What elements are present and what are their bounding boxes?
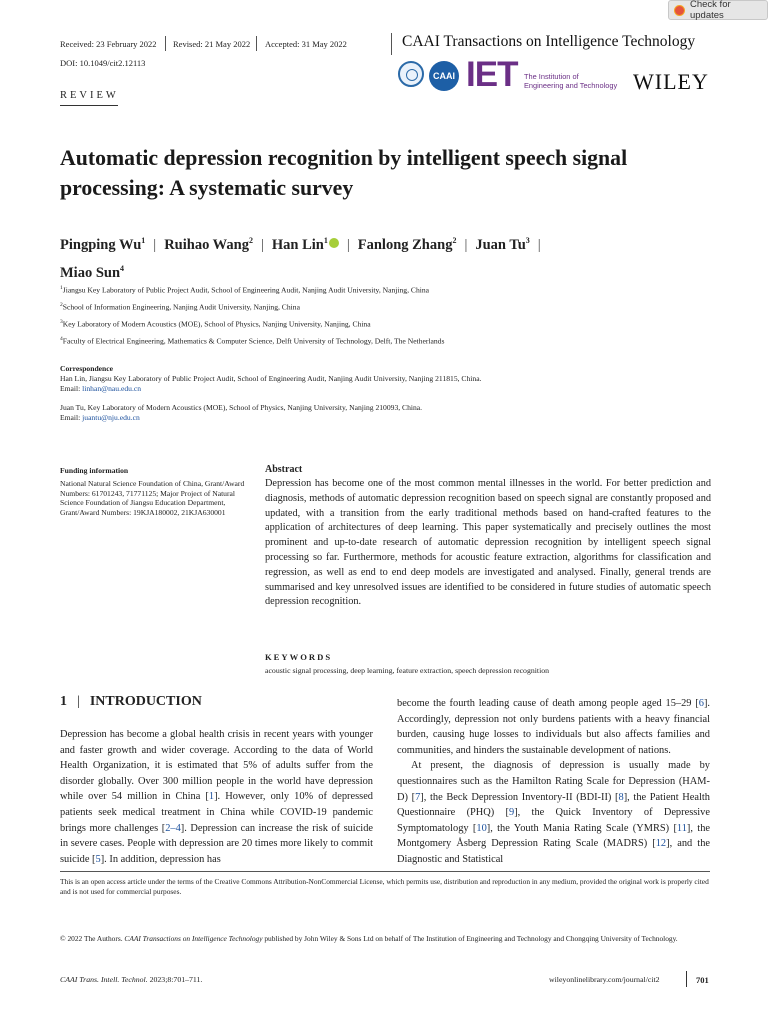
affiliation: $^2$School of Information Engineering, Nanjing Audit University, Nanjing, China bbox=[60, 302, 300, 312]
keywords-heading: KEYWORDS bbox=[265, 652, 333, 662]
caai-logo: CAAI bbox=[429, 61, 459, 91]
email-link[interactable]: linhan@nau.edu.cn bbox=[82, 383, 142, 393]
copyright-note: © 2022 The Authors. CAAI Transactions on Intelligence Technology published by John Wiley & Sons Ltd on behalf of The Institution of Engineering and Technology and Chongqing University of Technology. bbox=[60, 934, 678, 943]
paper-title: Automatic depression recognition by intelligent speech signal processing: A systematic survey bbox=[60, 146, 628, 200]
correspondence bbox=[60, 364, 710, 423]
citation-link[interactable]: 2–4 bbox=[165, 822, 181, 834]
author-name[interactable]: Ruihao Wang$^2$ bbox=[164, 236, 253, 253]
author-name[interactable]: Fanlong Zhang$^2$ bbox=[357, 236, 457, 253]
funding-text: National Natural Science Foundation of China, Grant/Award Numbers: 61701243, 71771125; Major Project of Natural Science Foundation of Jiangsu Education Department, Grant/Award Numbers: 19KJA180002, 21KJA630001 bbox=[60, 478, 245, 518]
section-heading: 1 | INTRODUCTION bbox=[60, 694, 202, 709]
body-column-right bbox=[397, 696, 710, 868]
header-divider bbox=[391, 33, 392, 55]
crossmark-icon bbox=[674, 5, 685, 16]
author-name[interactable]: Pingping Wu$^1$ bbox=[60, 236, 146, 253]
citation-link[interactable]: 9 bbox=[509, 807, 515, 819]
received-date: Received: 23 February 2022 bbox=[60, 39, 157, 49]
citation-link[interactable]: 7 bbox=[415, 791, 421, 803]
correspondence-heading: Correspondence bbox=[60, 364, 114, 373]
check-for-updates-button[interactable] bbox=[668, 0, 768, 20]
author-name[interactable]: Juan Tu$^3$ bbox=[475, 236, 530, 253]
citation-link[interactable]: 6 bbox=[698, 698, 704, 709]
abstract-text: Depression has become one of the most common mental illnesses in the world. For better prediction and diagnosis, methods of automatic depression recognition based on speech signal are constantly proposed and updated, with a transition from the early traditional methods based on hand-crafted features to the application of architectures of deep learning. This paper systematically and precisely outlines the most prominent and up-to-date research of automatic depression recognition by intelligent speech signal processing so far. Furthermore, methods for acoustic feature extraction, algorithms for classification and regression, as well as end to end deep models are investigated and analysed. Finally, general trends are summarised and key unresolved issues are identified to be considered in future studies of automatic speech depression recognition. bbox=[265, 478, 711, 608]
check-updates-label: Check for updates bbox=[689, 0, 731, 21]
header-divider bbox=[165, 36, 166, 51]
correspondence-email: Email: juantu@nju.edu.cn bbox=[60, 413, 140, 423]
university-seal-logo bbox=[398, 61, 424, 87]
citation-link[interactable]: 11 bbox=[676, 822, 687, 834]
affiliation: $^1$Jiangsu Key Laboratory of Public Project Audit, School of Engineering Audit, Nanjing Audit University, Nanjing, China bbox=[60, 285, 430, 295]
journal-url[interactable]: wileyonlinelibrary.com/journal/cit2 bbox=[549, 975, 660, 984]
citation-link[interactable]: 5 bbox=[95, 853, 101, 865]
journal-title: CAAI Transactions on Intelligence Technology bbox=[402, 33, 696, 50]
correspondence-email: Email: linhan@nau.edu.cn bbox=[60, 383, 142, 393]
accepted-date: Accepted: 31 May 2022 bbox=[265, 39, 347, 49]
correspondence-author: Han Lin, Jiangsu Key Laboratory of Public Project Audit, School of Engineering Audit, Nanjing Audit University, Nanjing 211815, China. bbox=[60, 373, 482, 383]
author-name[interactable]: Miao Sun$^4$ bbox=[60, 263, 125, 281]
divider bbox=[60, 105, 118, 106]
body-column-left: Depression has become a global health crisis in recent years with younger and faster growth and wider coverage. According to the data of World Health Organization, it is estimated that 5% of adults suffer from the disorder globally. Over 300 million people in the world have depression while over 54 million in China [1]. However, only 10% of depressed patients seek medical treatment in China while COVID-19 pandemic brings more challenges [2–4]. Depression can increase the risk of suicide in severe cases. People with depression are 20 times more likely to commit suicide [5]. In addition, depression has bbox=[60, 729, 374, 865]
affiliation: $^3$Key Laboratory of Modern Acoustics (MOE), School of Physics, Nanjing University, Nanjing, China bbox=[60, 319, 371, 329]
paragraph: become the fourth leading cause of death among people aged 15–29 [6]. Accordingly, depression not only burdens patients with a heavy financial burden, causing huge losses to individuals but also affects families and communities, and hinders the sustainable development of nations. bbox=[397, 698, 710, 756]
footnote-divider bbox=[60, 871, 710, 872]
funding-heading: Funding information bbox=[60, 466, 129, 475]
affiliation: $^4$Faculty of Electrical Engineering, Mathematics & Computer Science, Delft University of Technology, Delft, The Netherlands bbox=[60, 336, 445, 346]
wiley-logo: WILEY bbox=[633, 69, 709, 94]
email-link[interactable]: juantu@nju.edu.cn bbox=[82, 413, 140, 423]
iet-name bbox=[524, 72, 617, 90]
funding-info bbox=[60, 466, 250, 518]
citation-link[interactable]: 10 bbox=[476, 822, 487, 834]
keywords-text: acoustic signal processing, deep learning, feature extraction, speech depression recognition bbox=[265, 666, 550, 675]
article-type: REVIEW bbox=[60, 90, 119, 101]
citation-link[interactable]: 12 bbox=[655, 838, 667, 850]
iet-name-line: Engineering and Technology bbox=[524, 81, 618, 90]
paragraph: At present, the diagnosis of depression is usually made by questionnaires such as the Hamilton Rating Scale for Depression (HAM-D) [7], the Beck Depression Inventory-II (BDI-II) [8], the Patient Health Questionnaire (PHQ) [9], the Quick Inventory of Depressive Symptomatology [10], the Youth Mania Rating Scale (YMRS) [11], the Montgomery Åsberg Depression Rating Scale (MADRS) [12], and the Diagnostic and Statistical bbox=[397, 760, 710, 865]
page-number: 701 bbox=[696, 975, 709, 985]
citation-link[interactable]: 8 bbox=[618, 791, 624, 803]
citation-link[interactable]: 1 bbox=[208, 791, 215, 803]
footer-divider bbox=[686, 971, 687, 987]
author-name[interactable]: Han Lin$^1$ bbox=[271, 236, 328, 253]
revised-date: Revised: 21 May 2022 bbox=[173, 39, 251, 49]
doi: DOI: 10.1049/cit2.12113 bbox=[60, 58, 146, 68]
iet-logo: IET bbox=[466, 55, 518, 94]
header-divider bbox=[256, 36, 257, 51]
iet-name-line: The Institution of bbox=[524, 72, 579, 81]
orcid-icon[interactable] bbox=[329, 238, 339, 248]
license-note: This is an open access article under the terms of the Creative Commons Attribution-NonCommercial License, which permits use, distribution and reproduction in any medium, provided the original work is properly cited and is not used for commercial purposes. bbox=[60, 877, 709, 897]
citation-footer: CAAI Trans. Intell. Technol. 2023;8:701–711. bbox=[60, 975, 203, 984]
author-list: Pingping Wu$^1$ | Ruihao Wang$^2$ | Han Lin$^1$ | Fanlong Zhang$^2$ | Juan Tu$^3$ | Miao Sun$^4$ bbox=[60, 236, 541, 281]
abstract-heading: Abstract bbox=[265, 464, 303, 475]
correspondence-author: Juan Tu, Key Laboratory of Modern Acoustics (MOE), School of Physics, Nanjing University, Nanjing 210093, China. bbox=[60, 403, 423, 413]
